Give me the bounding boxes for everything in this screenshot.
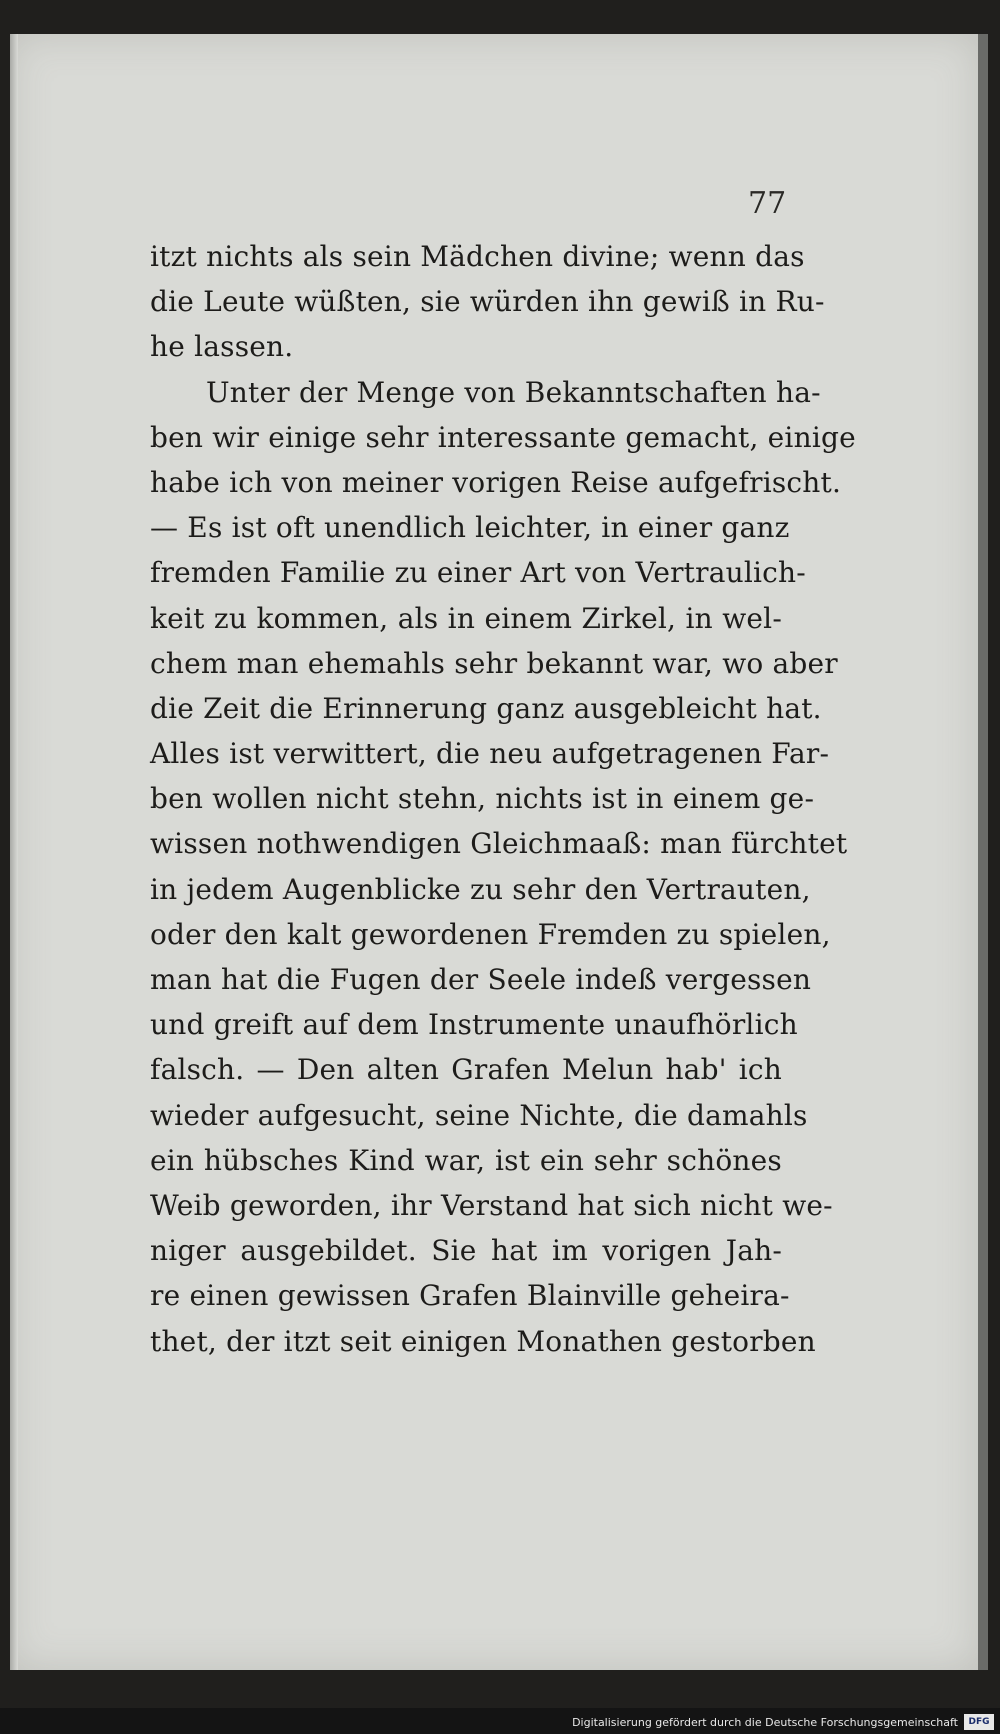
text-line: wieder aufgesucht, seine Nichte, die damahls — [150, 1098, 808, 1132]
text-line: fremden Familie zu einer Art von Vertraulich- — [150, 556, 806, 590]
text-line: wissen nothwendigen Gleichmaaß: man fürchtet — [150, 827, 848, 861]
text-line: habe ich von meiner vorigen Reise aufgefrischt. — [150, 465, 842, 499]
text-line: Weib geworden, ihr Verstand hat sich nicht we- — [150, 1188, 833, 1222]
text-line: und greift auf dem Instrumente unaufhörlich — [150, 1008, 798, 1042]
text-line: falsch. — Den alten Grafen Melun hab' ich — [150, 1053, 782, 1087]
text-line: keit zu kommen, als in einem Zirkel, in wel- — [150, 601, 782, 635]
dfg-logo-icon: DFG — [964, 1714, 994, 1730]
text-line: Alles ist verwittert, die neu aufgetragenen Far- — [150, 737, 830, 771]
text-line: man hat die Fugen der Seele indeß vergessen — [150, 963, 812, 996]
page-text — [150, 234, 856, 1364]
text-line: die Zeit die Erinnerung ganz ausgebleicht hat. — [150, 691, 822, 725]
text-line: niger ausgebildet. Sie hat im vorigen Jah- — [150, 1234, 782, 1268]
text-line: thet, der itzt seit einigen Monathen gestorben — [150, 1324, 816, 1358]
footer-bar — [0, 1708, 1000, 1734]
text-line: ein hübsches Kind war, ist ein sehr schönes — [150, 1143, 782, 1177]
text-line: in jedem Augenblicke zu sehr den Vertrauten, — [150, 872, 811, 906]
text-line: chem man ehemahls sehr bekannt war, wo aber — [150, 646, 838, 680]
text-line: die Leute wüßten, sie würden ihn gewiß in Ru- — [150, 285, 825, 319]
funding-credit: Digitalisierung gefördert durch die Deutsche Forschungsgemeinschaft — [572, 1716, 958, 1729]
page-number: 77 — [748, 186, 787, 221]
text-line: ben wollen nicht stehn, nichts ist in einem ge- — [150, 782, 815, 816]
book-page — [10, 34, 988, 1670]
text-line: Unter der Menge von Bekanntschaften ha- — [206, 375, 821, 409]
text-line: oder den kalt gewordenen Fremden zu spielen, — [150, 917, 831, 951]
page-gutter — [10, 34, 18, 1670]
text-line: re einen gewissen Grafen Blainville geheira- — [150, 1279, 790, 1313]
text-line: he lassen. — [150, 330, 294, 364]
text-line: itzt nichts als sein Mädchen divine; wenn das — [150, 240, 805, 273]
text-line: ben wir einige sehr interessante gemacht, einige — [150, 420, 856, 454]
text-line: — Es ist oft unendlich leichter, in einer ganz — [150, 511, 790, 545]
